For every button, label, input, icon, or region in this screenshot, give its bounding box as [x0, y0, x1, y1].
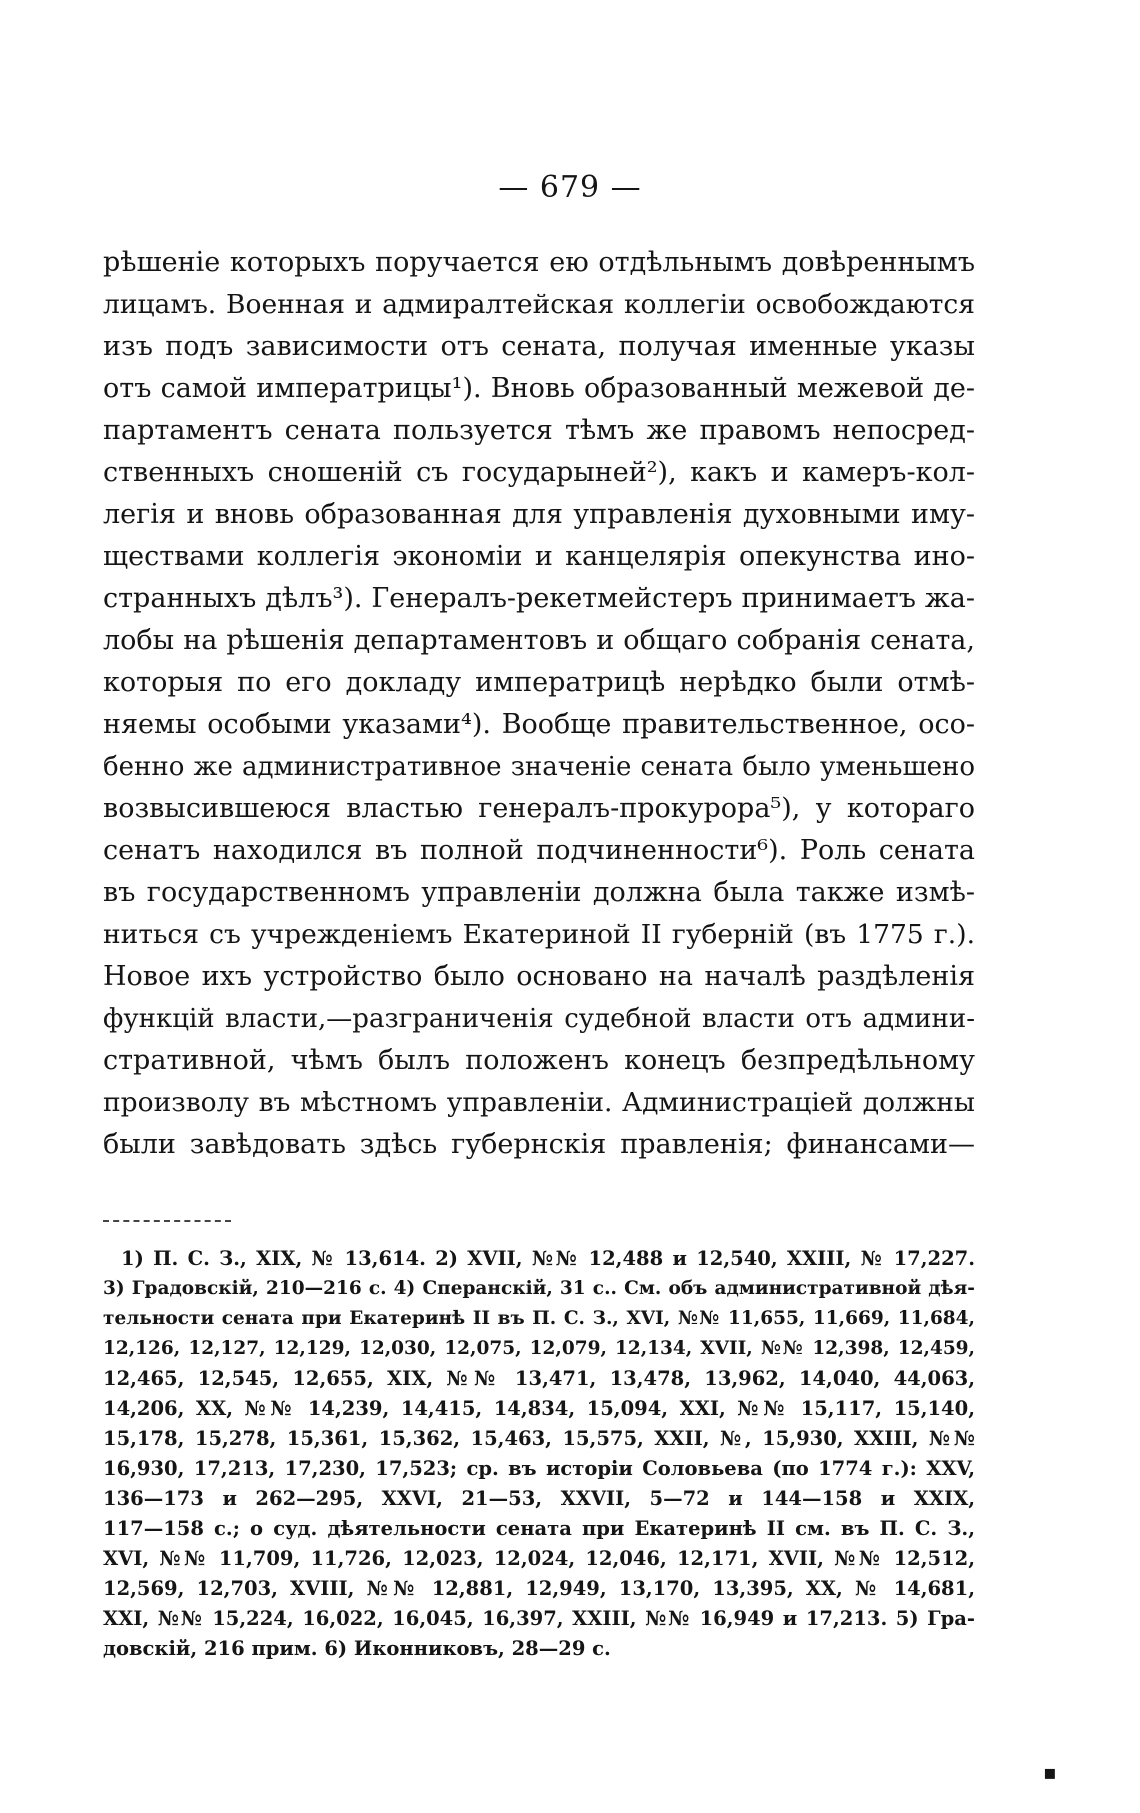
text-line: сенатъ находился въ полной подчиненности⁶). Роль сената — [103, 835, 975, 866]
text-line: легія и вновь образованная для управленія духовными иму- — [103, 499, 975, 530]
text-line: возвысившеюся властью генералъ-прокурора⁵), у котораго — [103, 793, 975, 824]
text-line: лобы на рѣшенія департаментовъ и общаго собранія сената, — [103, 625, 975, 656]
text-line: въ государственномъ управленіи должна была также измѣ- — [103, 877, 975, 908]
footnote-line: 12,569, 12,703, XVIII, №№ 12,881, 12,949, 13,170, 13,395, XX, № 14,681, — [103, 1577, 975, 1600]
main-text — [103, 242, 975, 1166]
footnote-line: 12,465, 12,545, 12,655, XIX, №№ 13,471, 13,478, 13,962, 14,040, 44,063, — [103, 1367, 975, 1390]
text-line: партаментъ сената пользуется тѣмъ же правомъ непосред- — [103, 415, 975, 446]
footnote-line: 117—158 с.; о суд. дѣятельности сената при Екатеринѣ II см. въ П. С. З., — [103, 1517, 975, 1540]
footnote-line: 12,126, 12,127, 12,129, 12,030, 12,075, 12,079, 12,134, XVII, №№ 12,398, 12,459, — [103, 1338, 975, 1359]
footnote-line: 3) Градовскій, 210—216 с. 4) Сперанскій, 31 с.. См. объ административной дѣя- — [103, 1278, 975, 1299]
footnote-line: тельности сената при Екатеринѣ II въ П. С. З., XVI, №№ 11,655, 11,669, 11,684, — [103, 1308, 975, 1329]
footnote-line: 15,178, 15,278, 15,361, 15,362, 15,463, 15,575, XXII, №, 15,930, XXIII, №№ — [103, 1427, 975, 1450]
text-line: Новое ихъ устройство было основано на началѣ раздѣленія — [103, 961, 975, 992]
text-line: были завѣдовать здѣсь губернскія правленія; финансами— — [103, 1129, 975, 1160]
footnote-separator — [103, 1220, 231, 1222]
footnote-line: 1) П. С. З., XIX, № 13,614. 2) XVII, №№ 12,488 и 12,540, XXIII, № 17,227. — [121, 1247, 975, 1270]
footnote-line: 136—173 и 262—295, XXVI, 21—53, XXVII, 5—72 и 144—158 и XXIX, — [103, 1487, 975, 1510]
margin-mark: ▪ — [1043, 1760, 1057, 1784]
text-line: стративной, чѣмъ былъ положенъ конецъ безпредѣльному — [103, 1045, 975, 1076]
text-line: отъ самой императрицы¹). Вновь образованный межевой де- — [103, 373, 975, 404]
text-line: бенно же административное значеніе сената было уменьшено — [103, 752, 975, 782]
text-line: изъ подъ зависимости отъ сената, получая именные указы — [103, 331, 975, 362]
footnotes — [103, 1244, 975, 1664]
text-line: няемы особыми указами⁴). Вообще правительственное, осо- — [103, 709, 975, 740]
footnote-line: XVI, №№ 11,709, 11,726, 12,023, 12,024, 12,046, 12,171, XVII, №№ 12,512, — [103, 1547, 975, 1570]
footnote-line: 14,206, XX, №№ 14,239, 14,415, 14,834, 15,094, XXI, №№ 15,117, 15,140, — [103, 1397, 975, 1420]
text-line: ниться съ учрежденіемъ Екатериной II губерній (въ 1775 г.). — [103, 919, 975, 950]
text-line: произволу въ мѣстномъ управленіи. Администраціей должны — [103, 1087, 975, 1118]
text-line: странныхъ дѣлъ³). Генералъ-рекетмейстеръ принимаетъ жа- — [103, 583, 975, 614]
text-line: ственныхъ сношеній съ государыней²), какъ и камеръ-кол- — [103, 457, 975, 488]
text-line: ществами коллегія экономіи и канцелярія опекунства ино- — [103, 541, 975, 572]
text-line: которыя по его докладу императрицѣ нерѣдко были отмѣ- — [103, 667, 975, 698]
footnote-line: довскій, 216 прим. 6) Иконниковъ, 28—29 с. — [103, 1637, 611, 1660]
page-number: — 679 — — [498, 170, 642, 205]
text-line: функцій власти,—разграниченія судебной власти отъ админи- — [103, 1004, 975, 1034]
text-line: лицамъ. Военная и адмиралтейская коллегіи освобождаются — [103, 289, 975, 320]
text-line: рѣшеніе которыхъ поручается ею отдѣльнымъ довѣреннымъ — [103, 247, 975, 278]
footnote-line: XXI, №№ 15,224, 16,022, 16,045, 16,397, XXIII, №№ 16,949 и 17,213. 5) Гра- — [103, 1607, 975, 1630]
footnote-line: 16,930, 17,213, 17,230, 17,523; ср. въ исторіи Соловьева (по 1774 г.): XXV, — [103, 1457, 975, 1480]
